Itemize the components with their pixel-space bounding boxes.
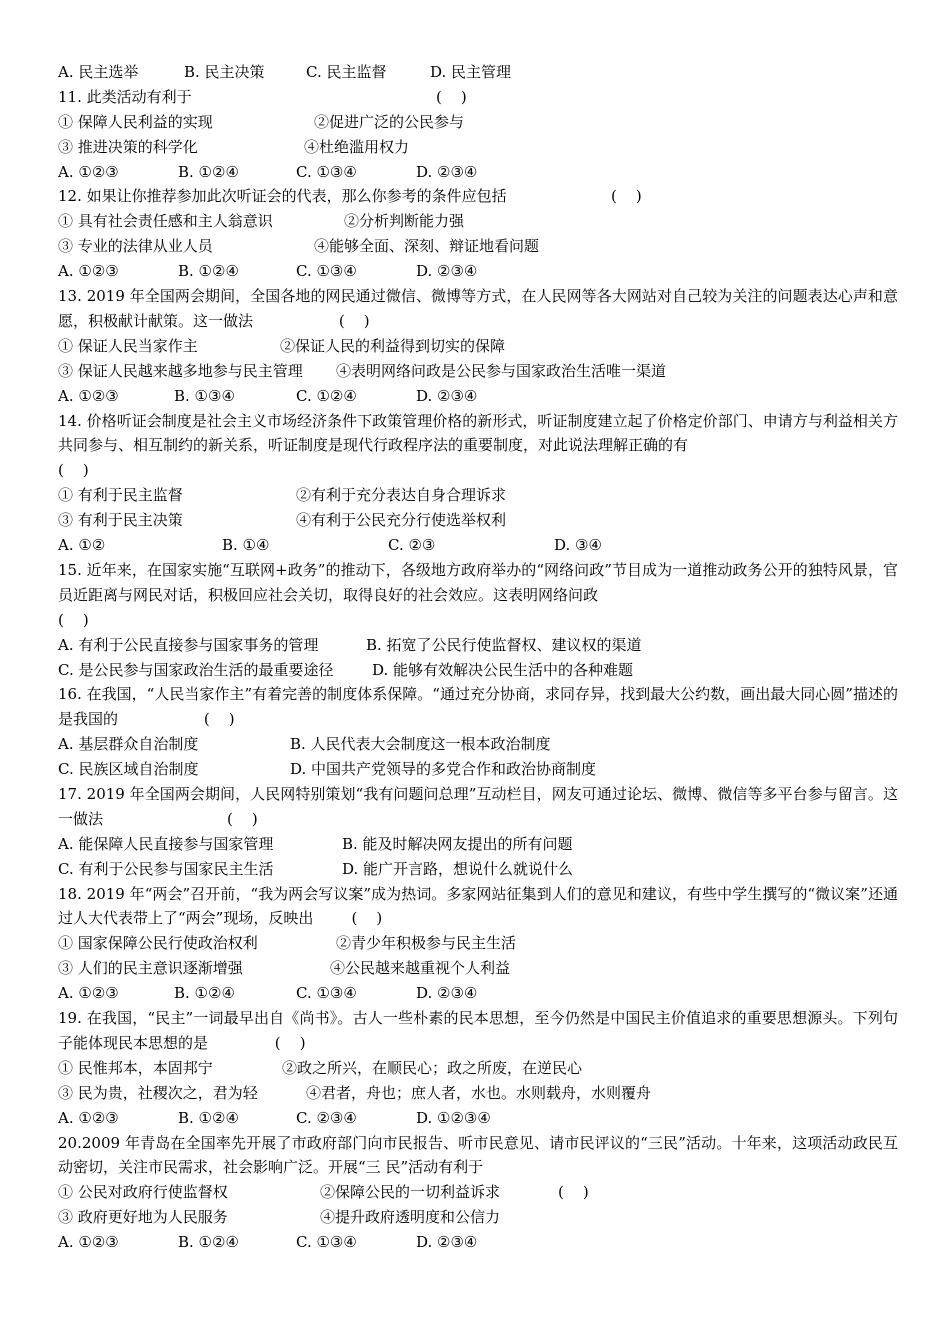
q11-statement-4: ④杜绝滥用权力 [304, 137, 410, 156]
q18-options [58, 981, 898, 1006]
q15-stem-text: 15. 近年来，在国家实施“互联网+政务”的推动下，各级地方政府举办的“网络问政”节目成为一道推动政务公开的独特风景，官员近距离与网民对话，积极回应社会关切，取得良好的社会效应。这表明网络问政 [58, 560, 898, 604]
q20-option-d: D. ②③④ [416, 1233, 478, 1252]
q17-options-2 [58, 857, 898, 882]
q20-statements-1 [58, 1180, 898, 1205]
q19-statement-1: ① 民惟邦本，本固邦宁 [58, 1058, 213, 1077]
q19-statement-4: ④君者，舟也；庶人者，水也。水则载舟，水则覆舟 [306, 1083, 652, 1102]
q13-statements-2 [58, 359, 898, 384]
q12-stem-text: 12. 如果让你推荐参加此次听证会的代表，那么你参考的条件应包括 [58, 187, 507, 206]
q16-option-a: A. 基层群众自治制度 [58, 735, 199, 754]
q11-statement-3: ③ 推进决策的科学化 [58, 137, 198, 156]
q18-statement-2: ②青少年积极参与民主生活 [336, 934, 517, 953]
q13-options [58, 384, 898, 409]
q14-option-b: B. ①④ [222, 536, 270, 554]
q13-stem-text: 13. 2019 年全国两会期间，全国各地的网民通过微信、微博等方式，在人民网等各大网站对自己较为关注的问题表达心声和意愿，积极献计献策。这一做法 [58, 287, 898, 330]
q20-option-c: C. ①③④ [296, 1233, 357, 1252]
q18-option-d: D. ②③④ [416, 984, 478, 1003]
q11-stem-text: 11. 此类活动有利于 [58, 87, 192, 106]
q18-option-c: C. ①③④ [296, 984, 357, 1003]
q13-statement-3: ③ 保证人民越来越多地参与民主管理 [58, 361, 303, 380]
q11-option-a: A. ①②③ [58, 162, 119, 181]
q15-options-2 [58, 658, 898, 683]
q14-statements-1 [58, 483, 898, 508]
q15-option-c: C. 是公民参与国家政治生活的最重要途径 [58, 660, 334, 679]
q19-statement-3: ③ 民为贵，社稷次之，君为轻 [58, 1083, 258, 1102]
q13-statement-2: ②保证人民的利益得到切实的保障 [280, 336, 506, 355]
q13-statements-1 [58, 334, 898, 359]
q14-statements-2 [58, 508, 898, 533]
q16-stem [58, 682, 898, 732]
q13-statement-1: ① 保证人民当家作主 [58, 336, 198, 355]
q18-statements-2 [58, 956, 898, 981]
q19-options [58, 1106, 898, 1131]
q20-option-a: A. ①②③ [58, 1233, 119, 1252]
q14-statement-4: ④有利于公民充分行使选举权利 [296, 511, 507, 530]
q17-option-c: C. 有利于公民参与国家民主生活 [58, 859, 274, 878]
q19-stem [58, 1006, 898, 1056]
q17-option-d: D. 能广开言路，想说什么就说什么 [342, 859, 574, 878]
q11-option-d: D. ②③④ [416, 162, 478, 181]
q14-stem-text: 14. 价格听证会制度是社会主义市场经济条件下政策管理价格的新形式，听证制度建立起了价格定价部门、申请方与利益相关方共同参与、相互制约的新关系，听证制度是现代行政程序法的重要制度，对此说法理解正确的有 [58, 411, 898, 455]
q18-answer-paren: ( ) [351, 909, 383, 928]
q11-options [58, 160, 898, 185]
q17-option-a: A. 能保障人民直接参与国家管理 [58, 834, 274, 853]
q11-option-b: B. ①②④ [178, 162, 239, 181]
q20-statement-2: ②保障公民的一切利益诉求 [320, 1183, 501, 1202]
q10-option-b: B. 民主决策 [184, 63, 265, 81]
q13-option-b: B. ①③④ [174, 386, 235, 405]
q18-statement-1: ① 国家保障公民行使政治权利 [58, 934, 258, 953]
q20-statements-2 [58, 1205, 898, 1230]
q11-answer-paren: ( ) [436, 87, 467, 106]
q13-stem [58, 284, 898, 334]
q17-option-b: B. 能及时解决网友提出的所有问题 [342, 834, 573, 853]
q19-option-a: A. ①②③ [58, 1108, 119, 1127]
q14-option-d: D. ③④ [554, 536, 602, 554]
q12-option-c: C. ①③④ [296, 262, 357, 281]
q15-option-b: B. 拓宽了公民行使监督权、建议权的渠道 [366, 635, 642, 654]
q16-option-c: C. 民族区域自治制度 [58, 760, 199, 779]
exam-page [58, 60, 898, 1255]
q14-statement-3: ③ 有利于民主决策 [58, 511, 183, 530]
q12-options [58, 259, 898, 284]
q14-option-a: A. ①② [58, 536, 106, 554]
q19-answer-paren: ( ) [274, 1033, 306, 1052]
q16-answer-paren: ( ) [203, 710, 235, 729]
q17-stem-text: 17. 2019 年全国两会期间，人民网特别策划“我有问题问总理”互动栏目，网友可通过论坛、微博、微信等多平台参与留言。这一做法 [58, 784, 898, 828]
q19-option-c: C. ②③④ [296, 1108, 357, 1127]
q15-option-d: D. 能够有效解决公民生活中的各种难题 [372, 660, 634, 679]
q18-statement-3: ③ 人们的民主意识逐渐增强 [58, 959, 243, 978]
q17-options-1 [58, 832, 898, 857]
q14-answer-paren: ( ) [58, 461, 89, 480]
q10-options [58, 60, 898, 85]
q20-stem [58, 1131, 898, 1181]
q19-statements-2 [58, 1081, 898, 1106]
q13-option-a: A. ①②③ [58, 386, 119, 405]
q12-option-a: A. ①②③ [58, 262, 119, 281]
q19-statements-1 [58, 1056, 898, 1081]
q20-option-b: B. ①②④ [178, 1233, 239, 1252]
q20-stem-text: 20.2009 年青岛在全国率先开展了市政府部门向市民报告、听市民意见、请市民评议的“三民”活动。十年来，这项活动政民互动密切，关注市民需求，社会影响广泛。开展“三 民”活动有利于 [58, 1133, 898, 1177]
q18-stem-text: 18. 2019 年“两会”召开前，“我为两会写议案”成为热词。多家网站征集到人们的意见和建议，有些中学生撰写的“微议案”还通过人大代表带上了“两会”现场，反映出 [58, 884, 898, 928]
q12-statements-2 [58, 234, 898, 259]
q13-option-c: C. ①②④ [296, 386, 357, 405]
q16-option-b: B. 人民代表大会制度这一根本政治制度 [290, 735, 551, 754]
q14-statement-1: ① 有利于民主监督 [58, 486, 183, 505]
q18-statement-4: ④公民越来越重视个人利益 [330, 959, 511, 978]
q17-stem [58, 782, 898, 832]
q13-statement-4: ④表明网络问政是公民参与国家政治生活唯一渠道 [336, 361, 667, 380]
q20-options [58, 1230, 898, 1255]
q12-statement-1: ① 具有社会责任感和主人翁意识 [58, 212, 273, 231]
q11-option-c: C. ①③④ [296, 162, 357, 181]
q19-option-d: D. ①②③④ [416, 1108, 491, 1127]
q14-statement-2: ②有利于充分表达自身合理诉求 [296, 486, 507, 505]
q15-stem [58, 558, 898, 633]
q17-answer-paren: ( ) [227, 809, 258, 828]
q18-option-a: A. ①②③ [58, 984, 119, 1003]
q13-answer-paren: ( ) [338, 311, 370, 330]
q19-stem-text: 19. 在我国，“民主”一词最早出自《尚书》。古人一些朴素的民本思想，至今仍然是中国民主价值追求的重要思想源头。下列句子能体现民本思想的是 [58, 1009, 898, 1052]
q10-option-d: D. 民主管理 [430, 63, 512, 81]
q20-answer-paren: ( ) [558, 1183, 589, 1202]
q20-statement-1: ① 公民对政府行使监督权 [58, 1183, 228, 1202]
q14-options [58, 533, 898, 558]
q12-statement-3: ③ 专业的法律从业人员 [58, 237, 213, 256]
q20-statement-4: ④提升政府透明度和公信力 [320, 1208, 501, 1227]
q11-statements-1 [58, 110, 898, 135]
q16-options-1 [58, 732, 898, 757]
q16-option-d: D. 中国共产党领导的多党合作和政治协商制度 [290, 760, 597, 779]
q18-statements-1 [58, 931, 898, 956]
q18-option-b: B. ①②④ [174, 984, 235, 1003]
q10-option-c: C. 民主监督 [306, 63, 387, 81]
q10-option-a: A. 民主选举 [58, 63, 139, 81]
q15-answer-paren: ( ) [58, 610, 89, 629]
q12-statements-1 [58, 209, 898, 234]
q12-answer-paren: ( ) [611, 187, 642, 206]
q16-options-2 [58, 757, 898, 782]
q12-statement-4: ④能够全面、深刻、辩证地看问题 [314, 237, 540, 256]
q11-stem [58, 85, 898, 110]
q13-option-d: D. ②③④ [416, 386, 478, 405]
q19-statement-2: ②政之所兴，在顺民心；政之所废，在逆民心 [282, 1058, 583, 1077]
q12-stem [58, 184, 898, 209]
q15-option-a: A. 有利于公民直接参与国家事务的管理 [58, 635, 319, 654]
q12-option-d: D. ②③④ [416, 262, 478, 281]
q19-option-b: B. ①②④ [178, 1108, 239, 1127]
q11-statement-1: ① 保障人民利益的实现 [58, 112, 213, 131]
q11-statements-2 [58, 135, 898, 160]
q11-statement-2: ②促进广泛的公民参与 [314, 112, 465, 131]
q18-stem [58, 882, 898, 932]
q12-statement-2: ②分析判断能力强 [344, 212, 465, 231]
q15-options-1 [58, 633, 898, 658]
q20-statement-3: ③ 政府更好地为人民服务 [58, 1208, 228, 1227]
q14-option-c: C. ②③ [388, 536, 436, 554]
q14-stem [58, 409, 898, 484]
q16-stem-text: 16. 在我国，“人民当家作主”有着完善的制度体系保障。“通过充分协商，求同存异，找到最大公约数，画出最大同心圆”描述的是我国的 [58, 685, 898, 729]
q12-option-b: B. ①②④ [178, 262, 239, 281]
